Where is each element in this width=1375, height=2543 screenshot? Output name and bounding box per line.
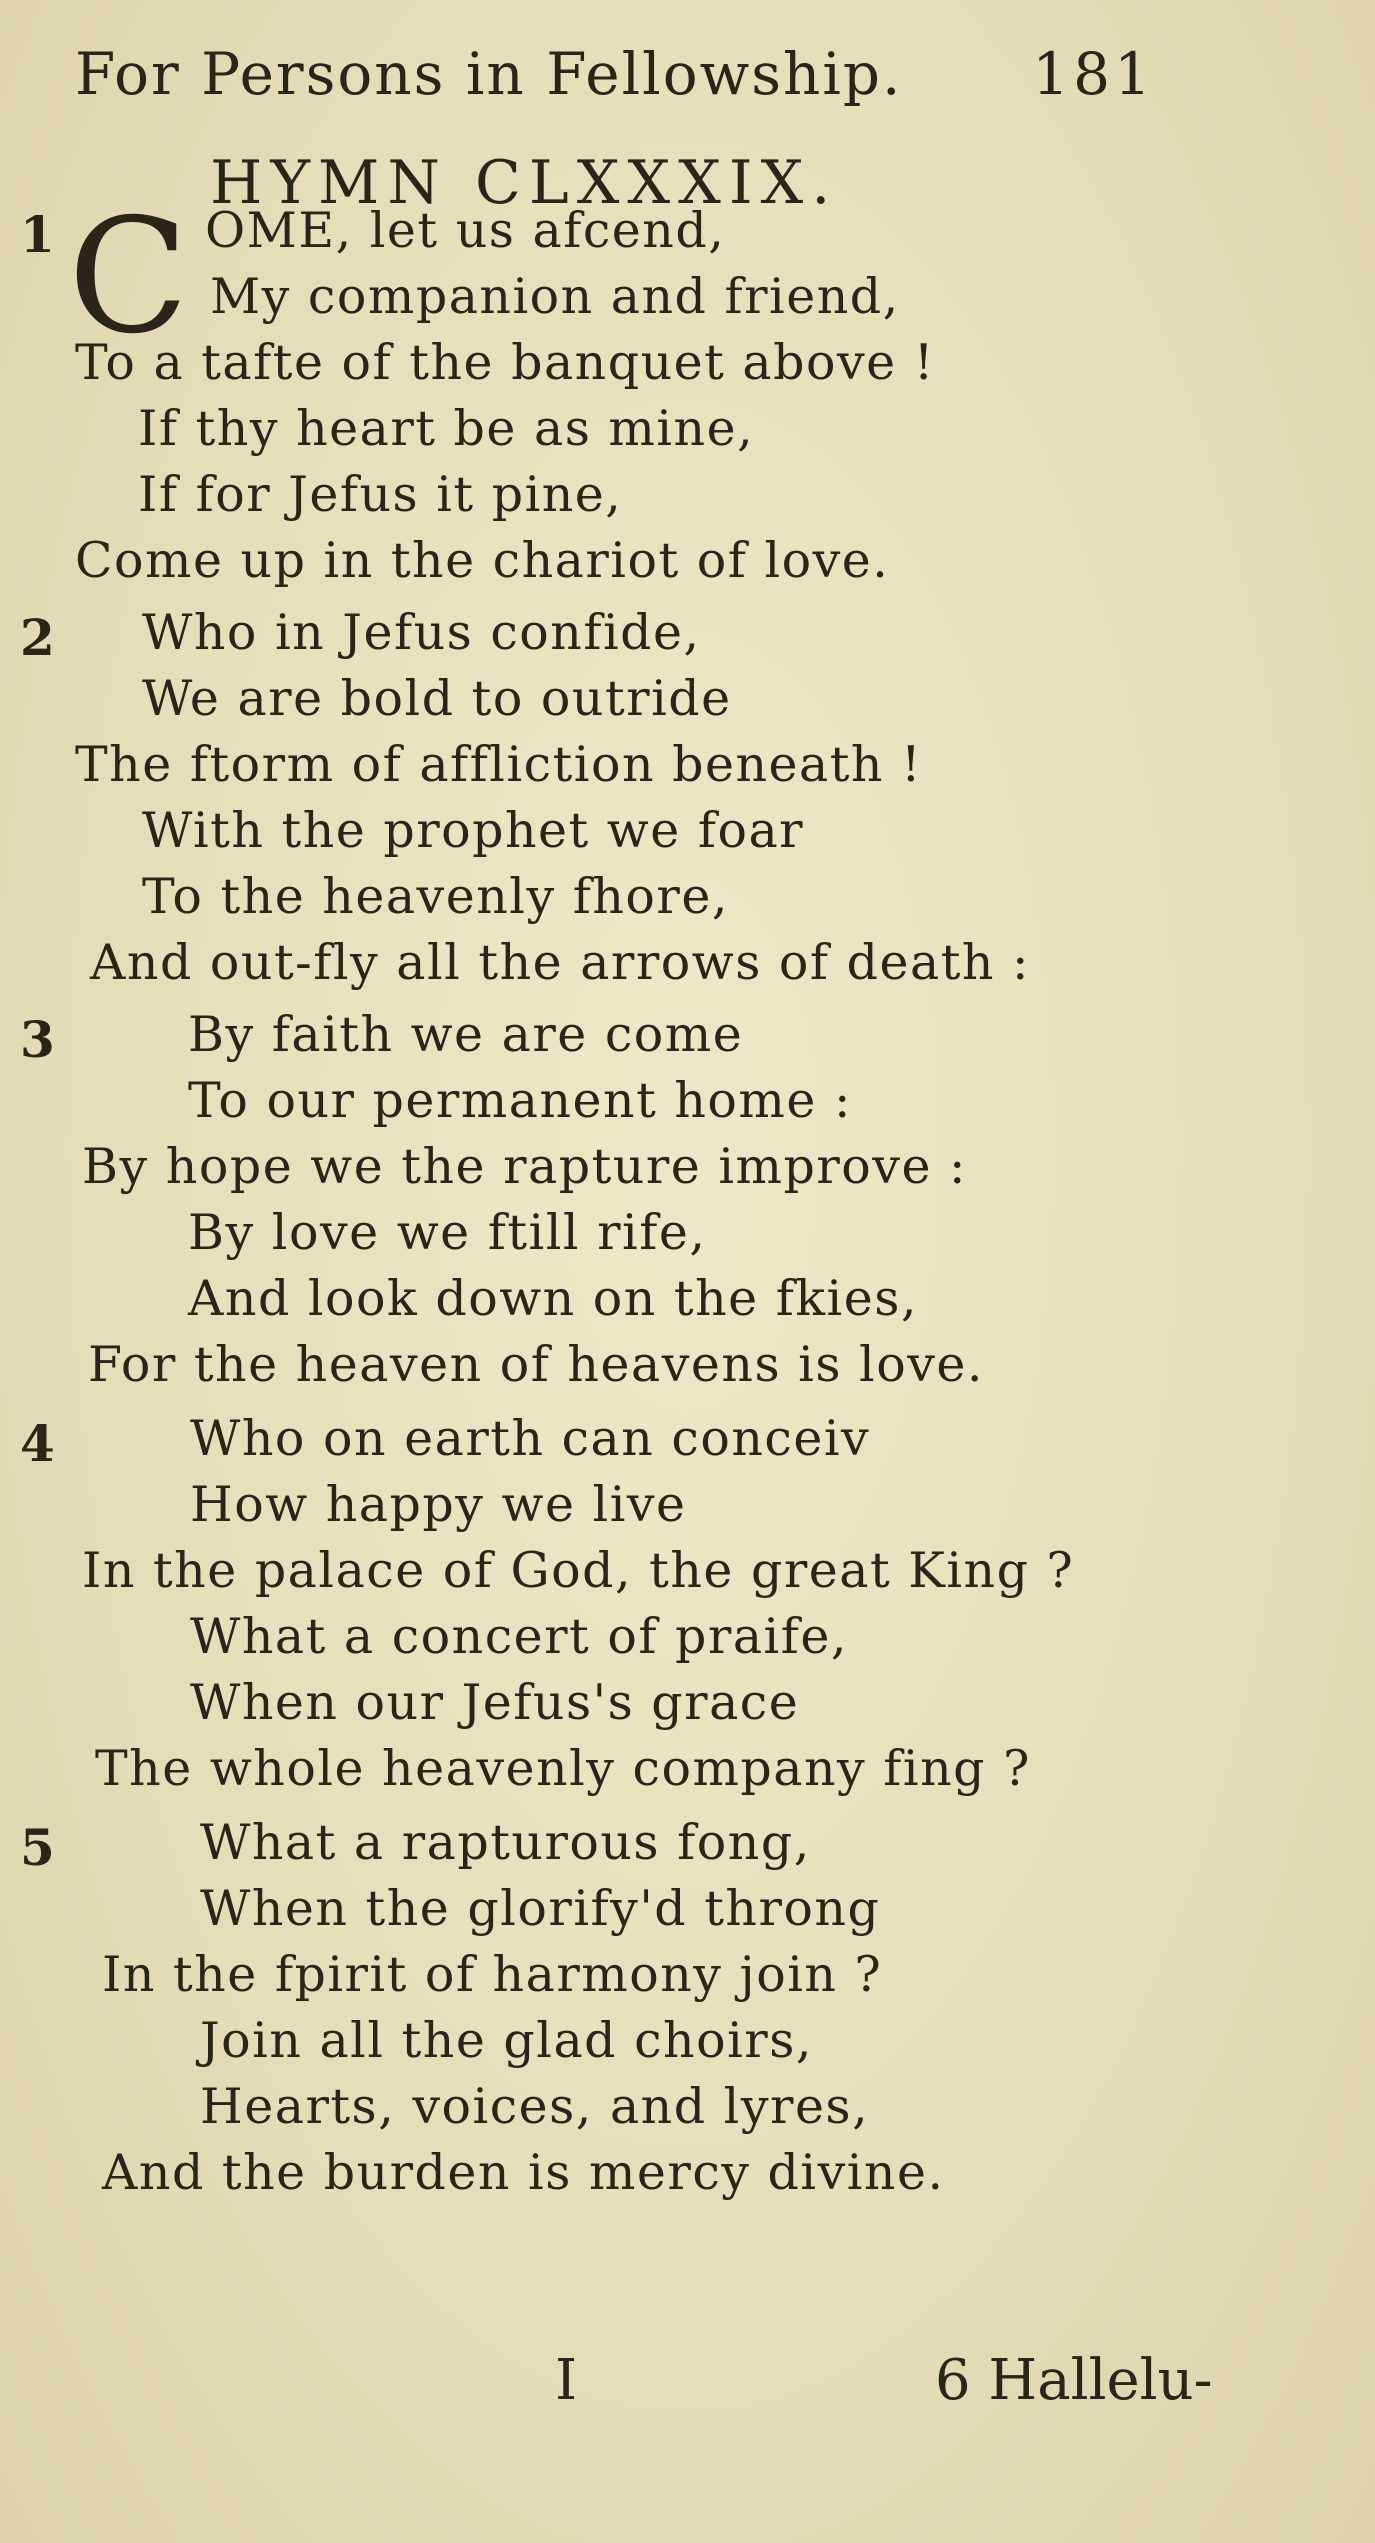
verse-line: By hope we the rapture improve : <box>82 1138 968 1195</box>
verse-line: By love we ftill rife, <box>188 1204 707 1261</box>
signature-mark: I <box>555 2348 578 2413</box>
verse-number: 5 <box>20 1818 55 1877</box>
verse-line: Come up in the chariot of love. <box>75 532 890 589</box>
verse-line: Join all the glad choirs, <box>200 2012 813 2069</box>
verse-line: With the prophet we foar <box>142 802 805 859</box>
verse-line: For the heaven of heavens is love. <box>88 1336 984 1393</box>
verse-line: In the fpirit of harmony join ? <box>102 1946 883 2003</box>
verse-line: And look down on the fkies, <box>188 1270 918 1327</box>
verse-line: Who in Jefus confide, <box>142 604 701 661</box>
verse-line: If thy heart be as mine, <box>138 400 755 457</box>
verse-line: The ftorm of affliction beneath ! <box>75 736 923 793</box>
verse-number: 1 <box>20 205 55 264</box>
verse-line: My companion and friend, <box>210 268 900 325</box>
verse-number: 4 <box>20 1414 55 1473</box>
drop-cap: C <box>68 185 189 369</box>
verse-line: OME, let us afcend, <box>205 202 726 259</box>
verse-line: In the palace of God, the great King ? <box>82 1542 1075 1599</box>
verse-line: The whole heavenly company fing ? <box>95 1740 1031 1797</box>
verse-line: What a rapturous fong, <box>200 1814 811 1871</box>
page-number: 181 <box>1032 40 1155 108</box>
verse-line: And the burden is mercy divine. <box>102 2144 945 2201</box>
verse-line: Hearts, voices, and lyres, <box>200 2078 870 2135</box>
verse-line: If for Jefus it pine, <box>138 466 623 523</box>
hymn-title: HYMN CLXXXIX. <box>210 148 839 218</box>
running-head-title: For Persons in Fellowship. <box>75 40 903 108</box>
verse-line: To our permanent home : <box>188 1072 852 1129</box>
verse-number: 2 <box>20 608 55 667</box>
verse-line: Who on earth can conceiv <box>190 1410 871 1467</box>
catchword: 6 Hallelu- <box>935 2348 1213 2413</box>
verse-line: To a tafte of the banquet above ! <box>75 334 935 391</box>
verse-line: When the glorify'd throng <box>200 1880 881 1937</box>
verse-line: And out-fly all the arrows of death : <box>90 934 1031 991</box>
verse-line: When our Jefus's grace <box>190 1674 800 1731</box>
running-head <box>75 40 1155 120</box>
verse-line: We are bold to outride <box>142 670 732 727</box>
verse-line: By faith we are come <box>188 1006 744 1063</box>
verse-line: What a concert of praife, <box>190 1608 848 1665</box>
verse-number: 3 <box>20 1010 55 1069</box>
verse-line: To the heavenly fhore, <box>142 868 729 925</box>
verse-line: How happy we live <box>190 1476 687 1533</box>
